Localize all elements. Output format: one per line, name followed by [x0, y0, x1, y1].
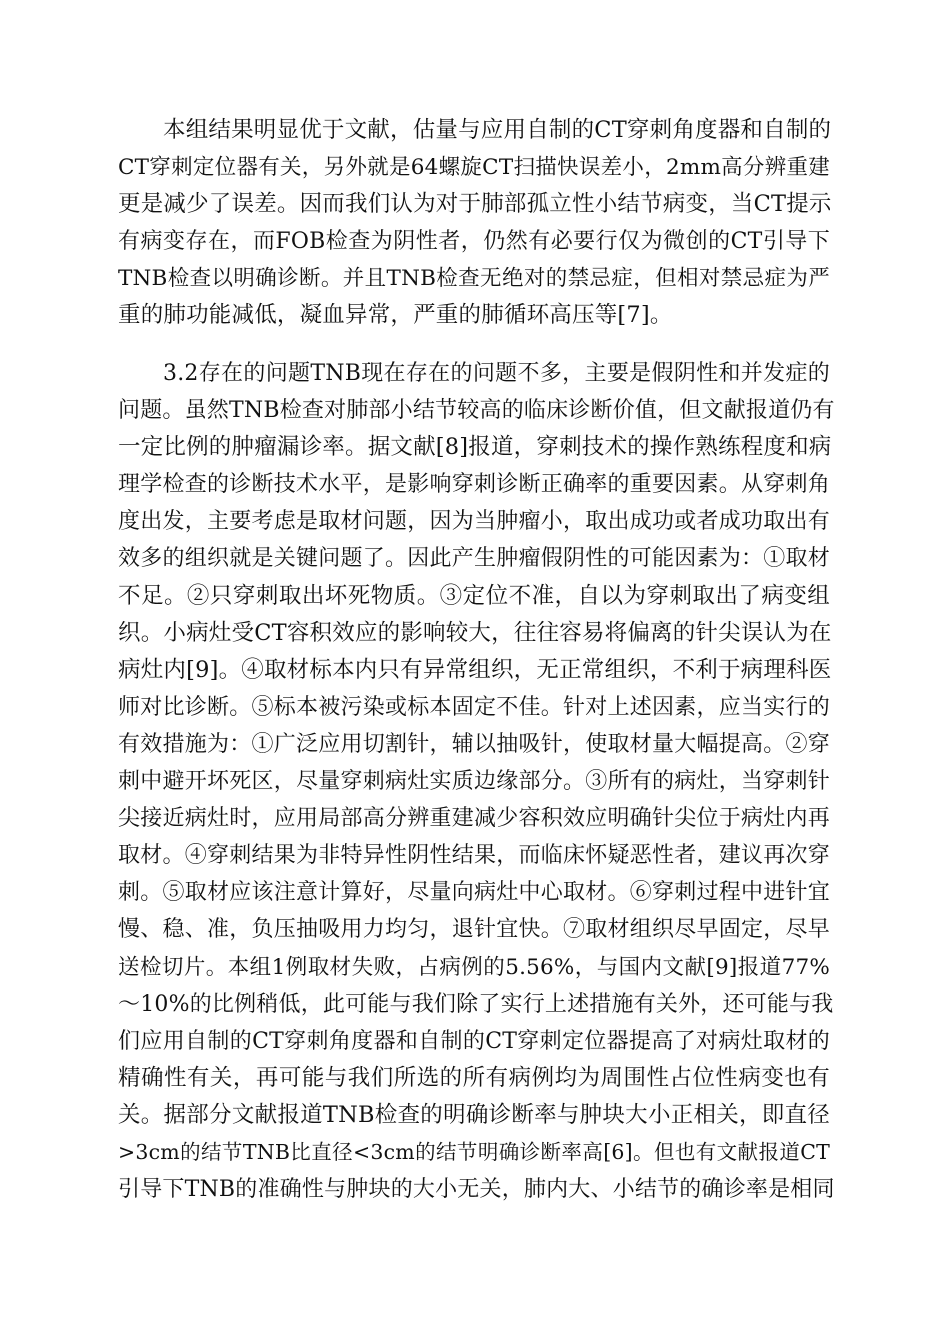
text-line: 更是减少了误差。因而我们认为对于肺部孤立性小结节病变，当CT提示	[118, 191, 832, 218]
paragraph-discussion-accuracy	[118, 112, 830, 335]
text-line: 理学检查的诊断技术水平，是影响穿刺诊断正确率的重要因素。从穿刺角	[118, 472, 830, 498]
text-line: TNB检查以明确诊断。并且TNB检查无绝对的禁忌症，但相对禁忌症为严	[118, 266, 830, 292]
text-line: 有病变存在，而FOB检查为阴性者，仍然有必要行仅为微创的CT引导下	[118, 229, 830, 255]
text-line: 们应用自制的CT穿刺角度器和自制的CT穿刺定位器提高了对病灶取材的	[118, 1028, 830, 1054]
text-line: 刺中避开坏死区，尽量穿刺病灶实质边缘部分。③所有的病灶，当穿刺针	[118, 769, 830, 795]
text-line: 有效措施为：①广泛应用切割针，辅以抽吸针，使取材量大幅提高。②穿	[118, 731, 830, 757]
text-line: >3cm的结节TNB比直径<3cm的结节明确诊断率高[6]。但也有文献报道CT	[118, 1139, 830, 1164]
text-line: 精确性有关，再可能与我们所选的所有病例均为周围性占位性病变也有	[118, 1064, 830, 1091]
text-line: 3.2存在的问题TNB现在存在的问题不多，主要是假阴性和并发症的	[163, 361, 830, 386]
text-line: 师对比诊断。⑤标本被污染或标本固定不佳。针对上述因素，应当实行的	[118, 694, 830, 720]
text-line: 送检切片。本组1例取材失败，占病例的5.56%，与国内文献[9]报道77%	[118, 954, 830, 980]
paragraph-existing-problems	[118, 355, 835, 1208]
text-line: CT穿刺定位器有关，另外就是64螺旋CT扫描快误差小，2mm高分辨重建	[118, 155, 830, 181]
text-line: 本组结果明显优于文献，估量与应用自制的CT穿刺角度器和自制的	[163, 117, 832, 143]
text-line: 刺。⑤取材应该注意计算好，尽量向病灶中心取材。⑥穿刺过程中进针宜	[118, 880, 830, 906]
text-line: ～10%的比例稍低，此可能与我们除了实行上述措施有关外，还可能与我	[118, 991, 834, 1017]
text-line: 关。据部分文献报道TNB检查的明确诊断率与肿块大小正相关，即直径	[118, 1101, 830, 1128]
text-line: 慢、稳、准，负压抽吸用力均匀，退针宜快。⑦取材组织尽早固定，尽早	[118, 917, 830, 943]
text-line: 不足。②只穿刺取出坏死物质。③定位不准，自以为穿刺取出了病变组	[118, 582, 830, 609]
text-line: 尖接近病灶时，应用局部高分辨重建减少容积效应明确针尖位于病灶内再	[118, 806, 830, 832]
text-line: 度出发，主要考虑是取材问题，因为当肿瘤小，取出成功或者成功取出有	[118, 509, 830, 535]
text-line: 效多的组织就是关键问题了。因此产生肿瘤假阴性的可能因素为：①取材	[118, 546, 830, 572]
text-line: 织。小病灶受CT容积效应的影响较大，往往容易将偏离的针尖误认为在	[118, 619, 832, 646]
text-line: 取材。④穿刺结果为非特异性阴性结果，而临床怀疑恶性者，建议再次穿	[118, 843, 830, 869]
text-line: 引导下TNB的准确性与肿块的大小无关，肺内大、小结节的确诊率是相同	[118, 1177, 835, 1203]
text-line: 一定比例的肿瘤漏诊率。据文献[8]报道，穿刺技术的操作熟练程度和病	[118, 434, 832, 461]
text-line: 问题。虽然TNB检查对肺部小结节较高的临床诊断价值，但文献报道仍有	[118, 398, 835, 424]
text-line: 病灶内[9]。④取材标本内只有异常组织，无正常组织，不利于病理科医	[118, 656, 832, 683]
text-line: 重的肺功能减低，凝血异常，严重的肺循环高压等[7]。	[118, 302, 673, 329]
